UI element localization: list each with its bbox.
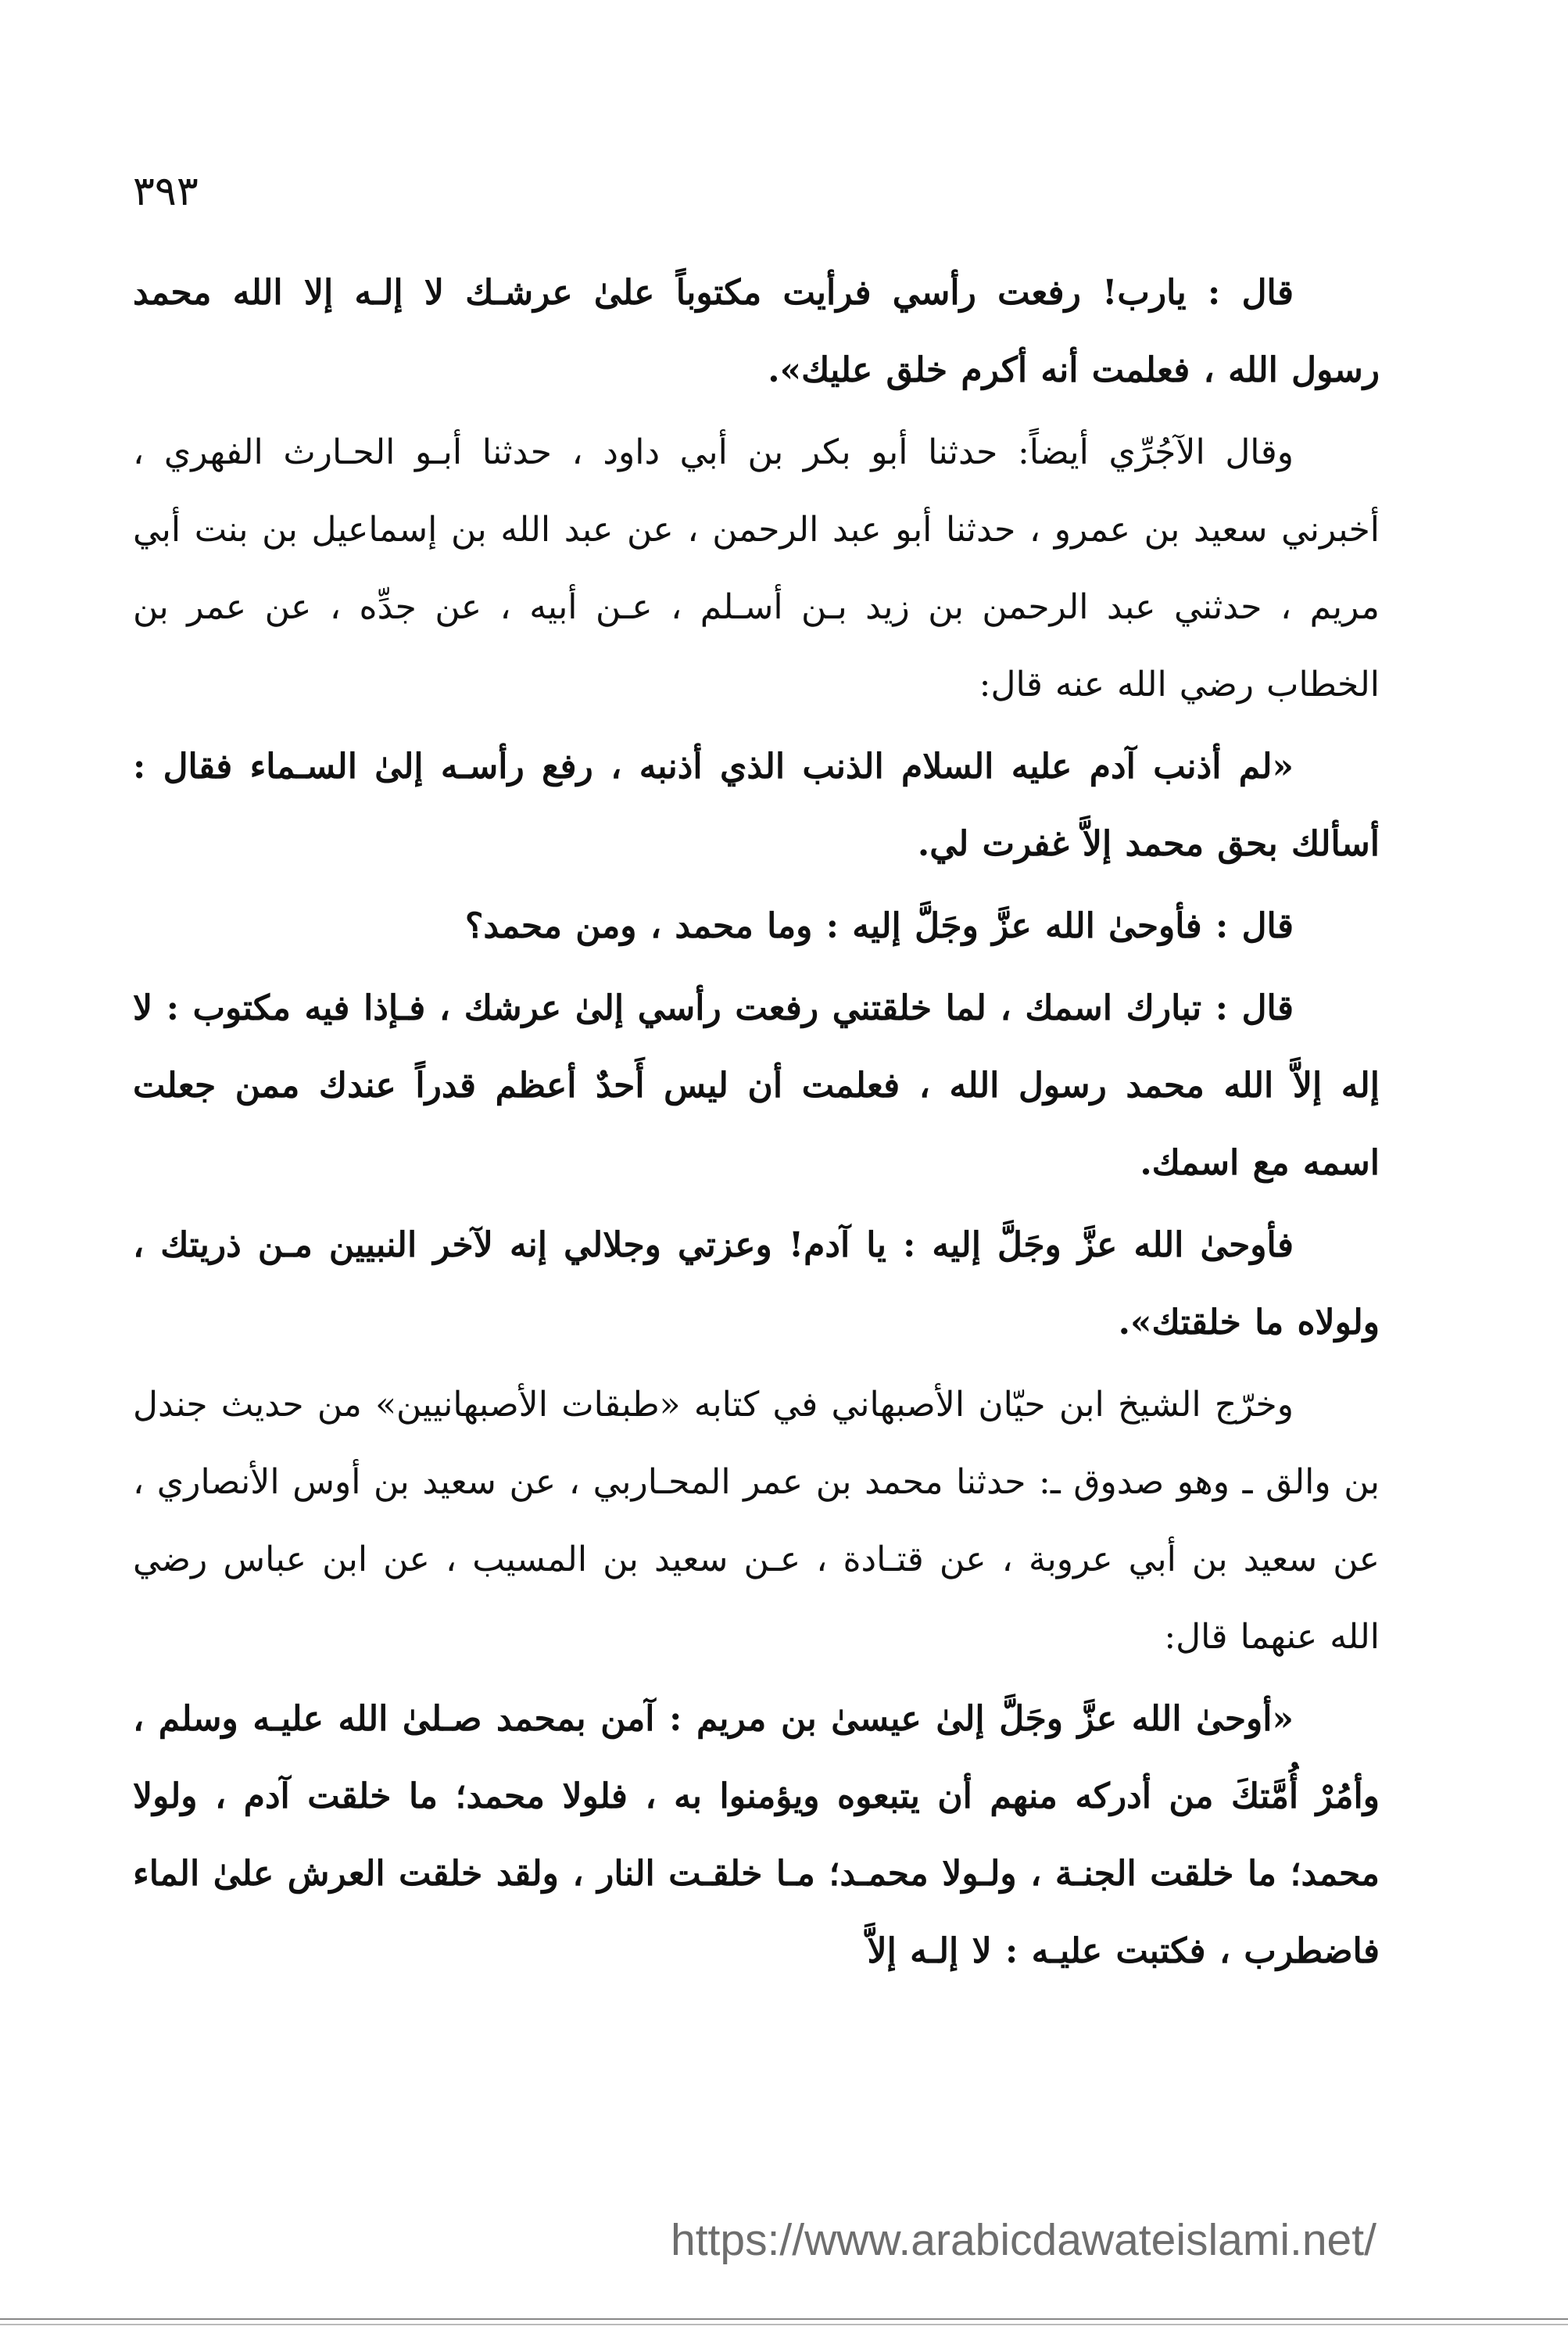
paragraph: «لم أذنب آدم عليه السلام الذنب الذي أذنبه ، رفع رأسـه إلىٰ السـماء فقال : أسألك بحق محمد إلاَّ غفرت لي. [133,747,1380,864]
paragraph: قال : تبارك اسمك ، لما خلقتني رفعت رأسي إلىٰ عرشك ، فـإذا فيه مكتوب : لا إله إلاَّ الله محمد رسول الله ، فعلمت أن ليس أَحدٌ أعظم قدراً عندك ممن جعلت اسمه مع اسمك. [133,988,1380,1183]
bottom-edge-line [0,2318,1568,2320]
page-body [133,254,1380,1990]
paragraph: قال : يارب! رفعت رأسي فرأيت مكتوباً علىٰ عرشـك لا إلـه إلا الله محمد رسول الله ، فعلمت أنه أكرم خلق عليك». [133,273,1380,390]
paragraph: وقال الآجُرِّي أيضاً: حدثنا أبو بكر بن أبي داود ، حدثنا أبـو الحـارث الفهري ، أخبرني سعيد بن عمرو ، حدثنا أبو عبد الرحمن ، عن عبد الله بن إسماعيل بن بنت أبي مريم ، حدثني عبد الرحمن بن زيد بـن أسـلم ، عـن أبيه ، عن جدِّه ، عن عمر بن الخطاب رضي الله عنه قال: [133,432,1380,704]
paragraph: فأوحىٰ الله عزَّ وجَلَّ إليه : يا آدم! وعزتي وجلالي إنه لآخر النبيين مـن ذريتك ، ولولاه ما خلقتك». [133,1225,1380,1342]
page-number: ٣٩٣ [133,168,199,215]
paragraph: وخرّج الشيخ ابن حيّان الأصبهاني في كتابه «طبقات الأصبهانيين» من حديث جندل بن والق ـ وهو صدوق ـ: حدثنا محمد بن عمر المحـاربي ، عن سعيد بن أوس الأنصاري ، عن سعيد بن أبي عروبة ، عن قتـادة ، عـن سعيد بن المسيب ، عن ابن عباس رضي الله عنهما قال: [133,1385,1380,1657]
source-url-watermark: https://www.arabicdawateislami.net/ [671,2215,1376,2265]
paragraph: قال : فأوحىٰ الله عزَّ وجَلَّ إليه : وما محمد ، ومن محمد؟ [465,906,1294,946]
bottom-edge-line [0,2324,1568,2325]
paragraph: «أوحىٰ الله عزَّ وجَلَّ إلىٰ عيسىٰ بن مريم : آمن بمحمد صـلىٰ الله عليـه وسلم ، وأمُرْ أُمَّتكَ من أدركه منهم أن يتبعوه ويؤمنوا به ، فلولا محمد؛ ما خلقت آدم ، ولولا محمد؛ ما خلقت الجنـة ، ولـولا محمـد؛ مـا خلقـت النار ، ولقد خلقت العرش علىٰ الماء فاضطرب ، فكتبت عليـه : لا إلـه إلاَّ [133,1699,1380,1971]
